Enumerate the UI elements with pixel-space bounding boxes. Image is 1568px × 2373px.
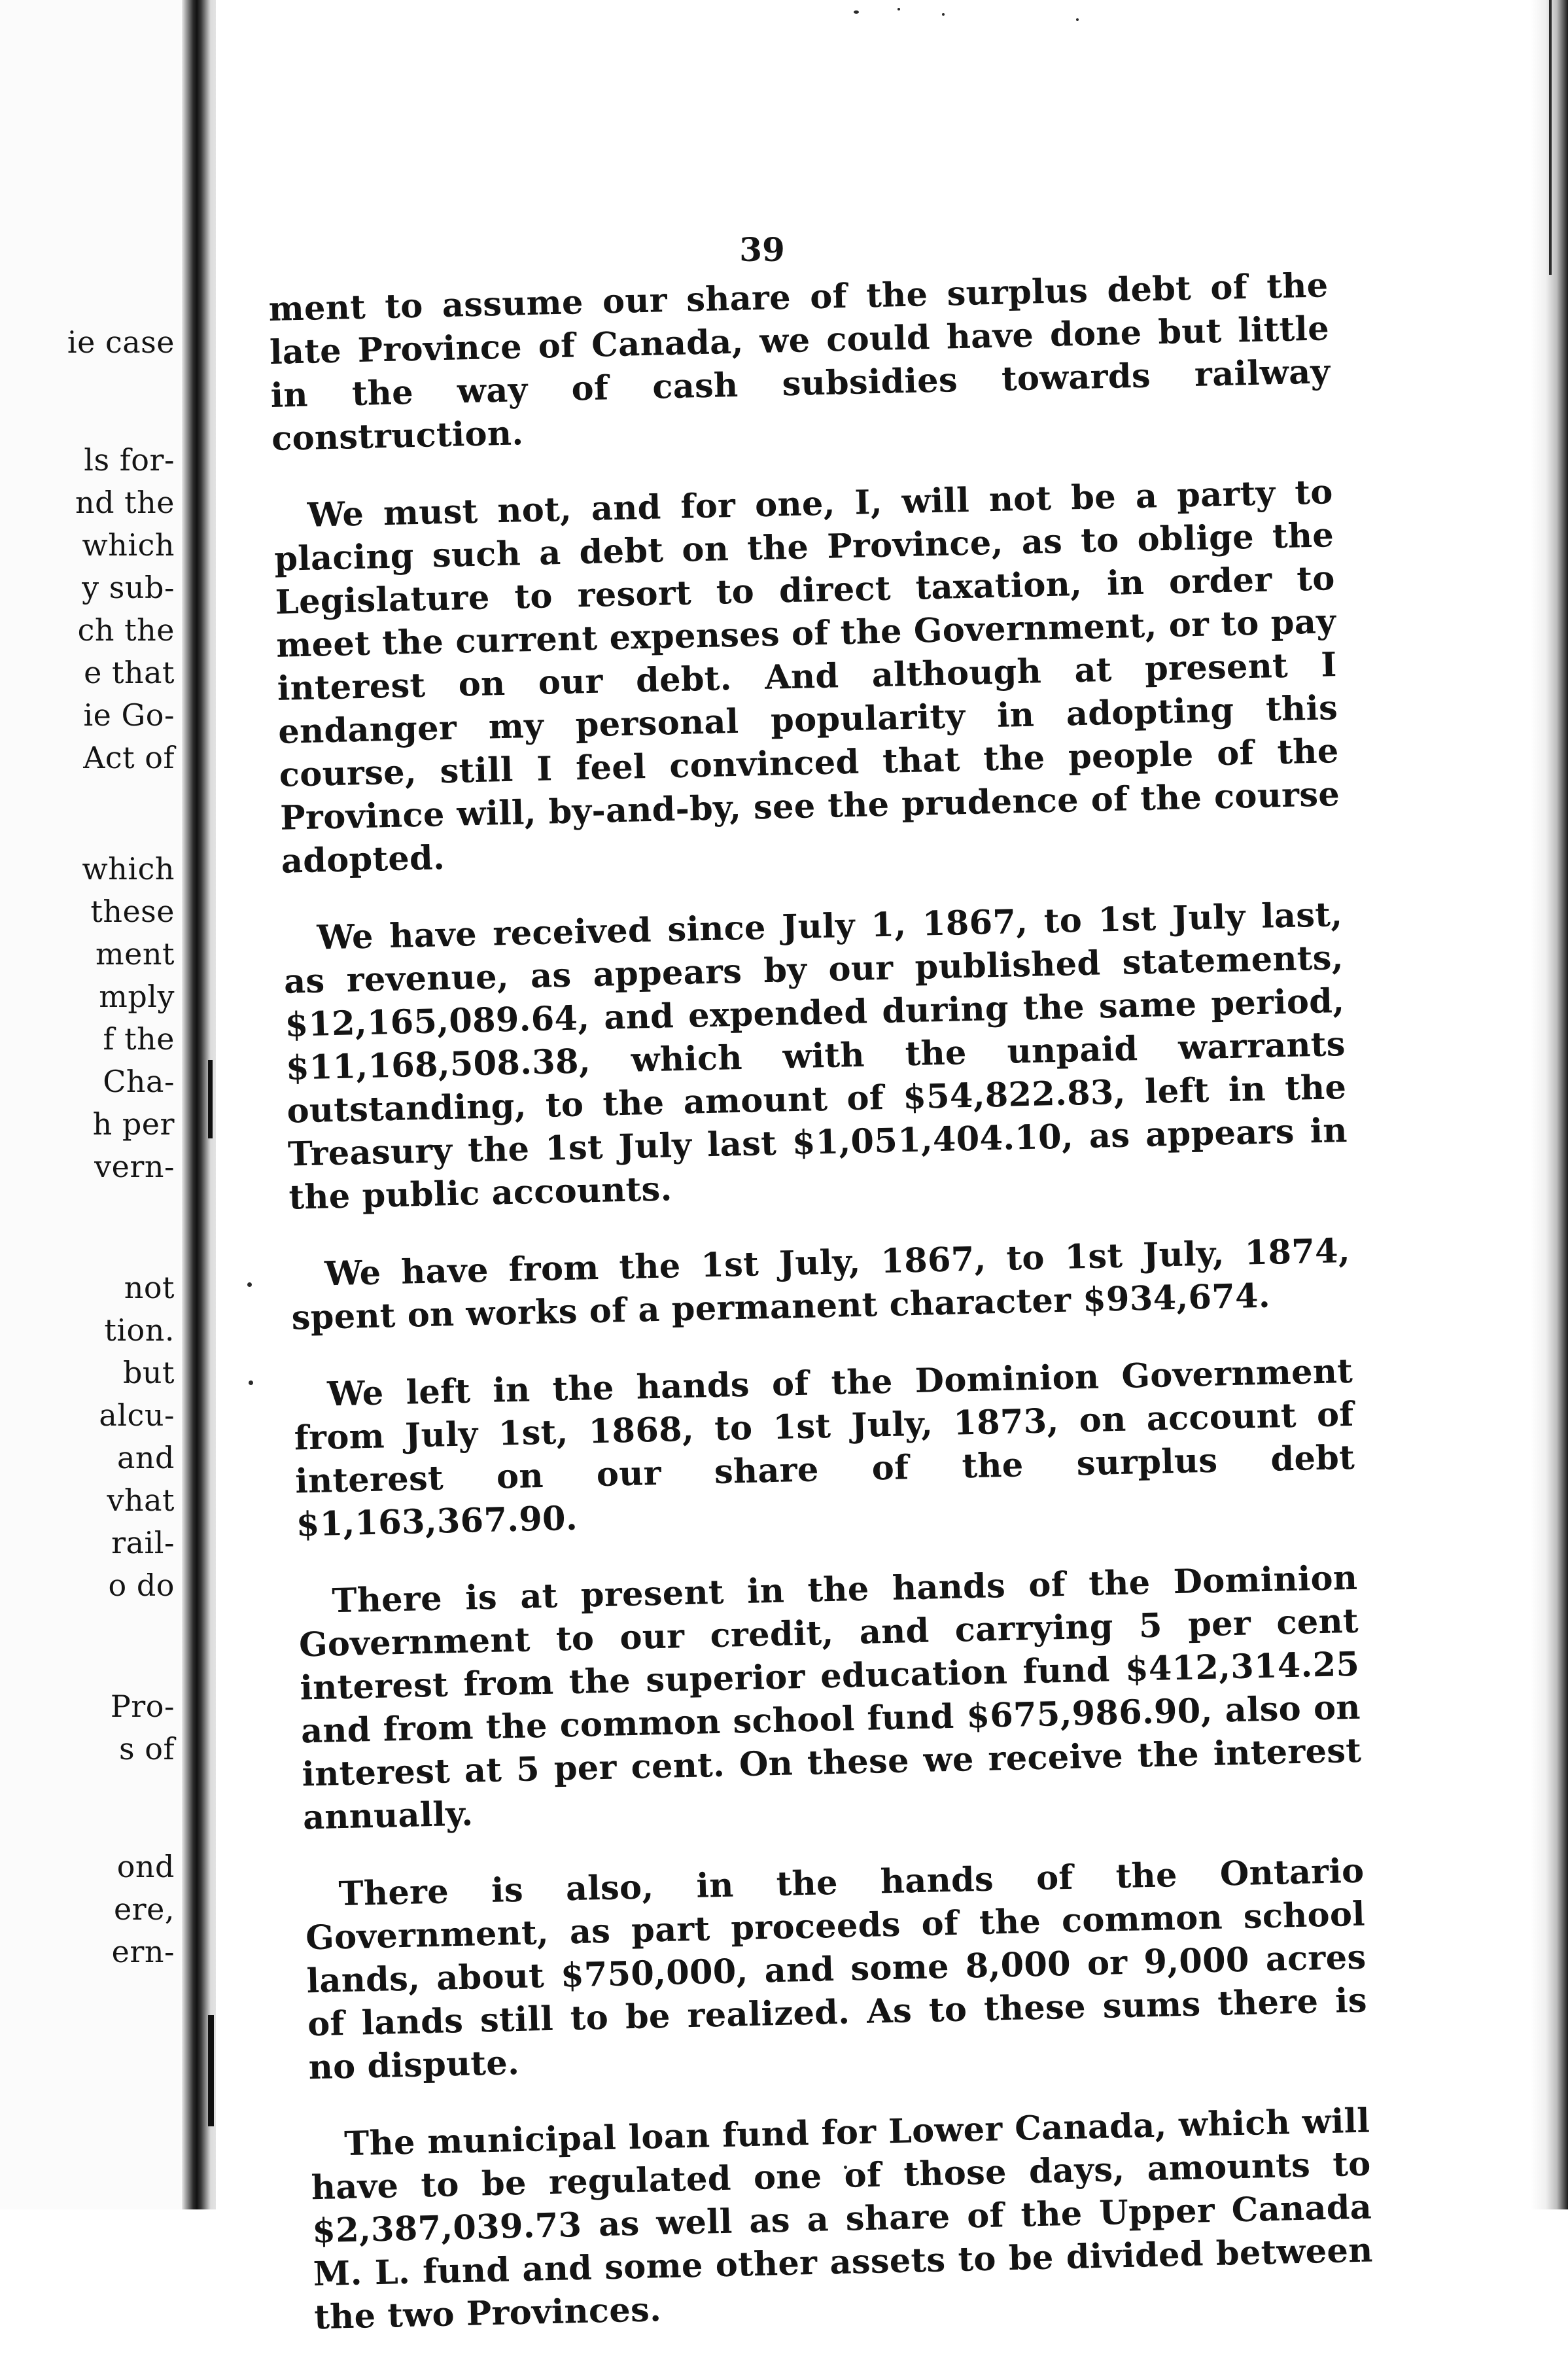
- left-page-fragment: ch the: [77, 612, 175, 648]
- left-page-fragment: Cha-: [103, 1064, 175, 1099]
- left-page-fragment: vern-: [94, 1149, 175, 1184]
- previous-page-fragment: [0, 0, 186, 2209]
- left-page-fragment: ls for-: [84, 442, 175, 478]
- left-page-fragment: but: [122, 1355, 175, 1390]
- left-page-fragment: rail-: [111, 1525, 175, 1560]
- paragraph-5: We left in the hands of the Dominion Government from July 1st, 1868, to 1st July, 1873, on account of interest on our share of the surplus debt $1,163,367.90.: [294, 1351, 1355, 1545]
- paragraph-7: There is also, in the hands of the Ontario Government, as part proceeds of the common school lands, about $750,000, and some 8,000 or 9,000 acres of lands still to be realized. As to these sums there is no dispute.: [305, 1851, 1368, 2088]
- page-body: [268, 264, 1375, 2373]
- left-page-fragment: o do: [108, 1568, 175, 1603]
- scan-speck: [1076, 18, 1079, 21]
- left-page-fragment: which: [82, 527, 175, 563]
- paragraph-2: We must not, and for one, I, will not be a party to placing such a debt on the Province, as to oblige the Legislature to resort to direct taxation, in order to meet the current expenses of the Government, or to pay interest on our debt. And although at present I endanger my personal popularity in adopting this course, still I feel convinced that the people of the Province will, by-and-by, see the prudence of the course adopted.: [273, 472, 1340, 881]
- left-page-fragment: not: [124, 1270, 175, 1305]
- scan-speck: [247, 1282, 252, 1287]
- page-edge-shadow: [1531, 0, 1568, 2209]
- left-page-fragment: Act of: [83, 740, 175, 775]
- left-page-fragment: which: [82, 851, 175, 887]
- scan-speck: [249, 1380, 253, 1385]
- left-page-fragment: tion.: [104, 1312, 175, 1348]
- scan-speck: [942, 13, 945, 16]
- left-page-fragment: ere,: [113, 1891, 175, 1927]
- left-page-fragment: ern-: [111, 1934, 175, 1969]
- left-page-fragment: ie case: [67, 325, 175, 360]
- left-page-fragment: ie Go-: [83, 697, 175, 733]
- binding-mark: [208, 2015, 214, 2126]
- left-page-fragment: alcu-: [99, 1397, 175, 1433]
- left-page-fragment: mply: [99, 979, 175, 1014]
- paragraph-1: ment to assume our share of the surplus debt of the late Province of Canada, we could have done but little in the way of cash subsidies towards railway construction.: [268, 266, 1331, 459]
- left-page-fragment: f the: [103, 1021, 175, 1057]
- binding-mark: [208, 1060, 213, 1138]
- page-edge-line: [1549, 0, 1552, 275]
- paragraph-6: There is at present in the hands of the Dominion Government to our credit, and carrying 5 per cent interest from the superior education fund $412,314.25 and from the common school fund $675,986.90, also on interest at 5 per cent. On these we receive the interest annually.: [298, 1558, 1362, 1838]
- left-page-fragment: s of: [119, 1731, 175, 1767]
- left-page-fragment: these: [90, 894, 175, 929]
- left-page-fragment: e that: [84, 655, 175, 690]
- left-page-fragment: h per: [92, 1106, 175, 1142]
- scan-speck: [854, 10, 859, 14]
- left-page-fragment: y sub-: [82, 570, 175, 605]
- paragraph-3: We have received since July 1, 1867, to 1st July last, as revenue, as appears by our published statements, $12,165,089.64, and expended during the same period, $11,168,508.38, which with the unpaid warrants outstanding, to the amount of $54,822.83, left in the Treasury the 1st July last $1,051,404.10, as appears in the public accounts.: [283, 894, 1348, 1218]
- left-page-fragment: vhat: [107, 1483, 175, 1518]
- left-page-fragment: ond: [116, 1849, 175, 1884]
- left-page-fragment: ment: [96, 936, 175, 972]
- paragraph-8: The municipal loan fund for Lower Canada, which will have to be regulated one of those days, amounts to $2,387,039.73 as well as a share of the Upper Canada M. L. fund and some other assets to be divided between the two Provinces.: [311, 2101, 1374, 2338]
- left-page-fragment: Pro-: [110, 1689, 175, 1724]
- left-page-fragment: nd the: [75, 485, 175, 520]
- left-page-fragment: and: [117, 1440, 175, 1475]
- page-number: 39: [739, 230, 785, 269]
- scan-speck: [897, 8, 900, 10]
- paragraph-4: We have from the 1st July, 1867, to 1st July, 1874, spent on works of a permanent character $934,674.: [291, 1231, 1351, 1338]
